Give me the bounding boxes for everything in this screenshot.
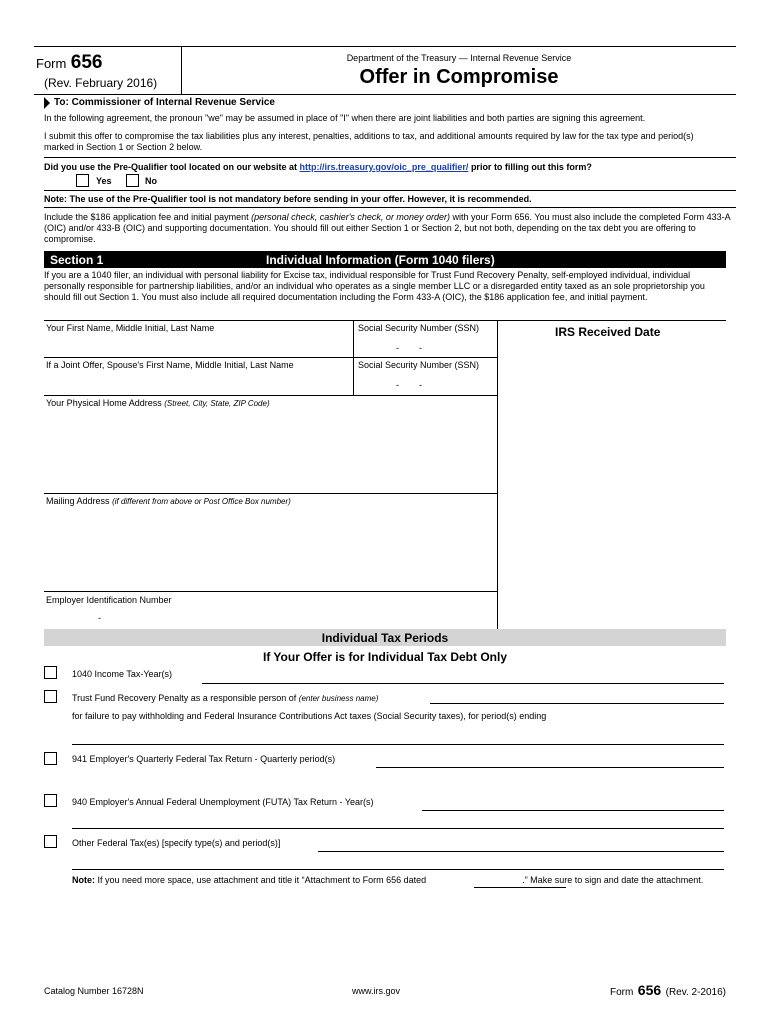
address-input[interactable] — [46, 412, 492, 488]
label-941: 941 Employer's Quarterly Federal Tax Return - Quarterly period(s) — [72, 754, 336, 764]
mailing-label: Mailing Address (if different from above or Post Office Box number) — [46, 496, 291, 506]
intro-paragraph-2: I submit this offer to compromise the tax liabilities plus any interest, penalties, additions to tax, and additional amounts required by law for the tax type and period(s) marked in Section 1 or Section 2 below. — [44, 131, 694, 152]
header-bottom-rule — [34, 94, 736, 95]
form-revision: (Rev. February 2016) — [44, 76, 158, 90]
spouse-ssn-dashes: - - — [396, 380, 422, 390]
label-940: 940 Employer's Annual Federal Unemployment (FUTA) Tax Return - Year(s) — [72, 797, 374, 807]
checkbox-tfrp[interactable] — [44, 690, 57, 703]
line-other-extra[interactable] — [72, 869, 724, 870]
line-940[interactable] — [422, 810, 724, 811]
prequalifier-link[interactable]: http://irs.treasury.gov/oic_pre_qualifier/ — [299, 162, 469, 172]
spouse-ssn-label: Social Security Number (SSN) — [358, 360, 480, 370]
yes-label: Yes — [96, 176, 112, 186]
catalog-number: Catalog Number 16728N — [44, 986, 144, 996]
label-tfrp: Trust Fund Recovery Penalty as a responsible person of (enter business name) — [72, 693, 379, 703]
agency-name: Department of the Treasury — Internal Revenue Service — [346, 53, 572, 63]
line-tfrp-periods[interactable] — [72, 744, 724, 745]
name-label: Your First Name, Middle Initial, Last Name — [46, 323, 215, 333]
intro-paragraph-1: In the following agreement, the pronoun "we" may be assumed in place of "I" when there are joint liabilities and both parties are signing this agreement. — [44, 113, 646, 123]
line-941[interactable] — [376, 767, 724, 768]
checkbox-940[interactable] — [44, 794, 57, 807]
line-1040[interactable] — [202, 683, 724, 684]
section-1-title: Individual Information (Form 1040 filers) — [266, 253, 495, 267]
line-940-extra[interactable] — [72, 828, 724, 829]
line-other[interactable] — [318, 851, 724, 852]
mailing-input[interactable] — [46, 510, 492, 588]
checkbox-941[interactable] — [44, 752, 57, 765]
address-label: Your Physical Home Address (Street, City, State, ZIP Code) — [46, 398, 270, 408]
form-label: Form — [36, 56, 67, 71]
line-tfrp-business[interactable] — [430, 703, 724, 704]
ein-label: Employer Identification Number — [46, 595, 172, 605]
tax-periods-subtitle: If Your Offer is for Individual Tax Debt Only — [262, 650, 508, 664]
attachment-note: Note: If you need more space, use attachment and title it “Attachment to Form 656 dated .” Make sure to sign and date the attachment. — [72, 875, 704, 885]
section-1-label: Section 1 — [50, 253, 104, 267]
spouse-ssn-input[interactable] — [358, 372, 492, 392]
label-other: Other Federal Tax(es) [specify type(s) and period(s)] — [72, 838, 281, 848]
checkbox-1040[interactable] — [44, 666, 57, 679]
grid-row-rule-1 — [44, 357, 497, 358]
line-attachment-date[interactable] — [474, 887, 566, 888]
grid-right-divider — [497, 320, 498, 632]
name-input[interactable] — [46, 335, 346, 353]
grid-row-rule-4 — [44, 591, 497, 592]
form-number: 656 — [70, 52, 103, 73]
ein-input[interactable] — [46, 607, 246, 627]
section-1-description: If you are a 1040 filer, an individual with personal liability for Excise tax, individual responsible for Trust Fund Recovery Penalty, self-employed individual, individual personally responsible for partnership liabilities, and/or an individual who operates as a single member LLC or a disregarded entity taxed as an sole proprietorship you should fill out Section 1. You must also include all required documentation including the Form 433-A (OIC), the $186 application fee, and initial payment. — [44, 270, 705, 302]
ssn-label: Social Security Number (SSN) — [358, 323, 480, 333]
to-line: To: Commissioner of Internal Revenue Service — [54, 97, 275, 108]
divider-1 — [44, 157, 736, 158]
form-id — [36, 52, 103, 74]
section-1-bar — [44, 251, 726, 268]
include-paragraph: Include the $186 application fee and initial payment (personal check, cashier's check, or money order) with your Form 656. You must also include the completed Form 433-A (OIC) and/or 433-B (OIC) and supporting documentation. You should fill out either Section 1 or Section 2, but not both, depending on the tax debt you are offering to compromise. — [44, 212, 731, 244]
ssn-dashes: - - — [396, 343, 422, 353]
yes-checkbox[interactable] — [76, 174, 89, 187]
form-title: Offer in Compromise — [359, 66, 559, 88]
header-top-rule — [34, 46, 736, 47]
divider-3 — [44, 207, 736, 208]
checkbox-other[interactable] — [44, 835, 57, 848]
website: www.irs.gov — [352, 986, 401, 996]
prequalifier-question: Did you use the Pre-Qualifier tool located on our website at http://irs.treasury.gov/oic_pre_qualifier/ prior to filling out this form? — [44, 162, 592, 172]
no-label: No — [145, 176, 157, 186]
spouse-name-label: If a Joint Offer, Spouse's First Name, Middle Initial, Last Name — [46, 360, 294, 370]
footer-form-id: Form 656 (Rev. 2-2016) — [610, 982, 727, 998]
prequalifier-note: Note: The use of the Pre-Qualifier tool is not mandatory before sending in your offer. However, it is recommended. — [44, 194, 532, 204]
irs-received-date: IRS Received Date — [555, 325, 661, 339]
ein-dash: - — [98, 613, 101, 623]
no-checkbox[interactable] — [126, 174, 139, 187]
ssn-input[interactable] — [358, 335, 492, 355]
label-tfrp-cont: for failure to pay withholding and Federal Insurance Contributions Act taxes (Social Security taxes), for period(s) ending — [72, 711, 547, 721]
divider-2 — [44, 190, 736, 191]
spouse-name-input[interactable] — [46, 372, 346, 390]
grid-row-rule-3 — [44, 493, 497, 494]
grid-row-rule-2 — [44, 395, 497, 396]
label-1040: 1040 Income Tax-Year(s) — [72, 669, 173, 679]
grid-top-rule — [44, 320, 726, 321]
tax-periods-title: Individual Tax Periods — [321, 631, 449, 645]
tax-periods-bar — [44, 629, 726, 646]
arrow-right-icon — [44, 97, 50, 109]
